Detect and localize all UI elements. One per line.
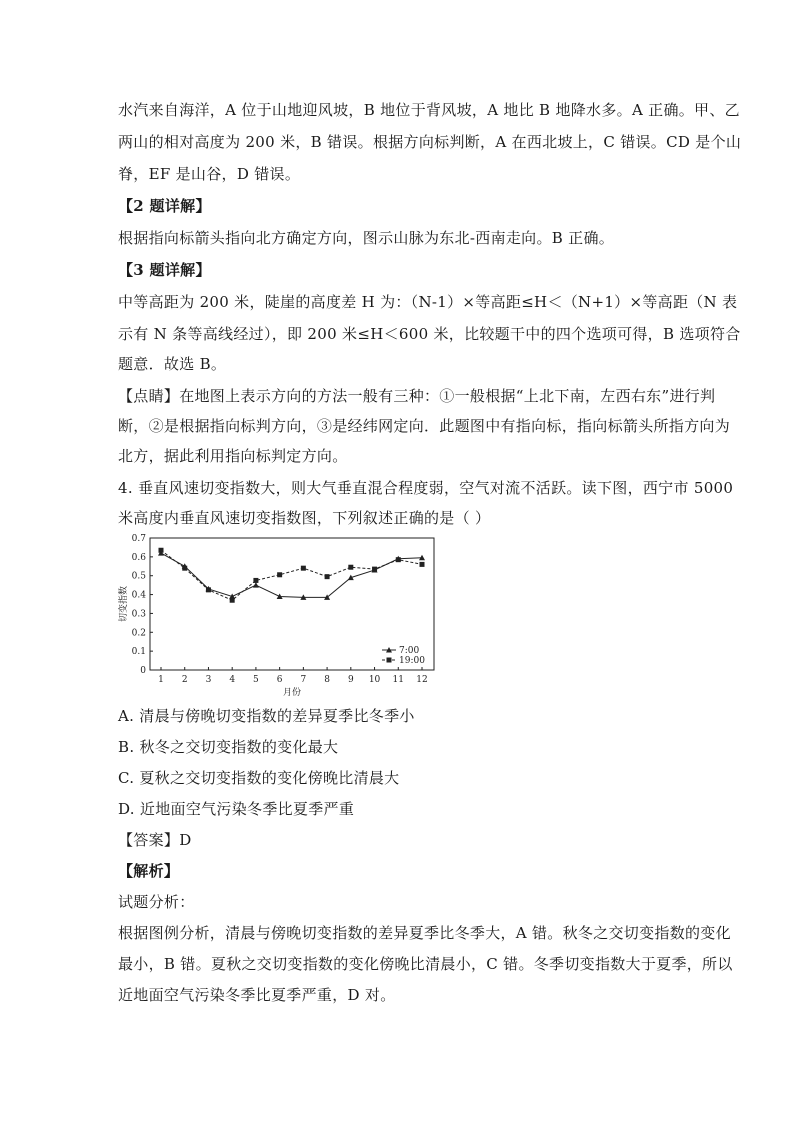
data-point [253,578,258,583]
x-axis-label: 月份 [282,688,302,698]
x-tick-label: 12 [416,675,428,685]
y-tick-label: 0.1 [131,647,146,658]
data-point [277,572,282,577]
y-tick-label: 0.4 [131,590,146,601]
dianjing-line: 【点睛】在地图上表示方向的方法一般有三种：①一般根据“上北下南，左西右东”进行判 [118,387,716,405]
q4-stem-line: 米高度内垂直风速切变指数图，下列叙述正确的是（ ） [118,509,491,527]
data-point [253,582,259,588]
x-tick-label: 8 [324,675,330,685]
data-point [159,548,164,553]
analysis-line: 最小，B 错。夏秋之交切变指数的变化傍晚比清晨小，C 错。冬季切变指数大于夏季，所以 [118,955,733,973]
data-point [182,566,187,571]
paragraph-line: 水汽来自海洋，A 位于山地迎风坡，B 地位于背风坡，A 地比 B 地降水多。A 正确。甲、乙 [118,101,740,119]
data-point [396,557,401,562]
q4-stem-line: 4. 垂直风速切变指数大，则大气垂直混合程度弱，空气对流不活跃。读下图，西宁市 5000 [118,479,734,497]
x-tick-label: 2 [181,675,188,685]
y-tick-label: 0.6 [131,552,146,563]
x-tick-label: 1 [158,675,164,685]
q3-heading: 【3 题详解】 [118,261,211,279]
dianjing-line: 断，②是根据指向标判方向，③是经纬网定向．此题图中有指向标，指向标箭头所指方向为 [118,417,731,435]
x-tick-label: 4 [229,675,236,685]
x-tick-label: 7 [300,675,307,685]
legend-marker [387,658,392,663]
analysis-heading: 【解析】 [118,862,180,880]
data-point [348,565,353,570]
x-tick-label: 3 [205,675,212,685]
option-a: A. 清晨与傍晚切变指数的差异夏季比冬季小 [118,707,415,725]
analysis-line: 根据图例分析，清晨与傍晚切变指数的差异夏季比冬季大，A 错。秋冬之交切变指数的变化 [118,924,731,942]
x-tick-label: 11 [392,675,404,685]
q2-heading: 【2 题详解】 [118,197,211,215]
y-tick-label: 0 [140,666,146,676]
data-point [230,598,235,603]
x-tick-label: 5 [253,675,259,685]
series-line [161,550,422,600]
data-point [206,587,211,592]
shear-index-chart [116,530,442,708]
option-c: C. 夏秋之交切变指数的变化傍晚比清晨大 [118,769,400,787]
paragraph-line: 两山的相对高度为 200 米，B 错误。根据方向标判断，A 在西北坡上，C 错误。CD 是个山 [118,133,742,151]
series-line [161,553,422,597]
analysis-line: 近地面空气污染冬季比夏季严重，D 对。 [118,986,396,1004]
y-tick-label: 0.2 [131,628,146,639]
q3-text-line: 示有 N 条等高线经过），即 200 米≤H＜600 米，比较题干中的四个选项可得，B 选项符合 [118,325,741,343]
option-b: B. 秋冬之交切变指数的变化最大 [118,738,339,756]
paragraph-line: 脊，EF 是山谷，D 错误。 [118,165,301,183]
data-point [420,562,425,567]
analysis-intro: 试题分析： [118,893,195,911]
dianjing-line: 北方，据此利用指向标判定方向。 [118,447,348,465]
q3-text-line: 题意．故选 B。 [118,355,227,373]
answer: 【答案】D [118,831,192,849]
y-tick-label: 0.3 [131,609,146,620]
y-tick-label: 0.5 [131,571,146,582]
x-tick-label: 10 [368,675,381,685]
legend-label: 7:00 [399,646,420,656]
data-point [372,567,377,572]
legend-label: 19:00 [399,656,425,666]
option-d: D. 近地面空气污染冬季比夏季严重 [118,800,355,818]
y-axis-label: 切变指数 [119,585,129,623]
y-tick-label: 0.7 [131,534,146,544]
x-tick-label: 6 [276,675,283,685]
data-point [301,566,306,571]
chart-svg [116,530,442,708]
q3-text-line: 中等高距为 200 米，陡崖的高度差 H 为：（N-1）×等高距≤H＜（N+1）×等高距（N 表 [118,293,738,311]
x-tick-label: 9 [347,675,354,685]
data-point [325,574,330,579]
q2-text: 根据指向标箭头指向北方确定方向，图示山脉为东北-西南走向。B 正确。 [118,229,615,247]
